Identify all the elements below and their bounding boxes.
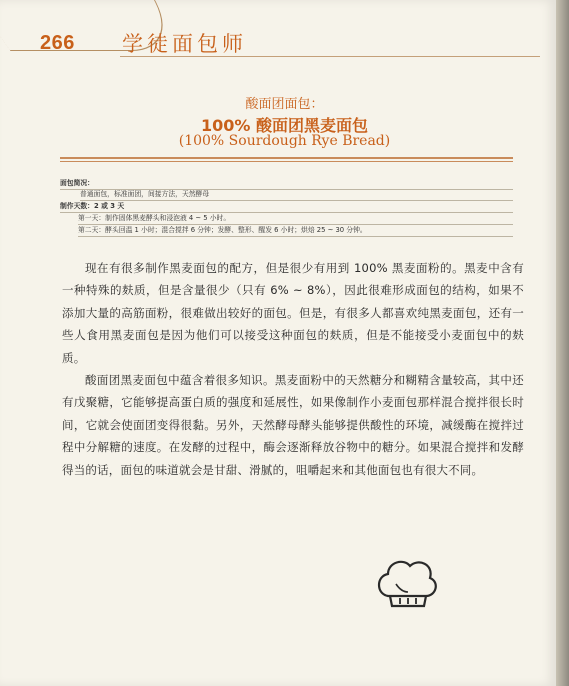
info-divider <box>80 200 513 201</box>
chef-hat-icon <box>374 556 440 612</box>
recipe-title-chinese: 100% 酸面团黑麦面包 <box>200 116 368 135</box>
recipe-kicker: 酸面团面包： <box>245 97 324 112</box>
info-divider <box>78 236 513 237</box>
running-title: 学徒面包师 <box>122 32 247 56</box>
overview-heading: 面包简况： <box>60 179 94 187</box>
overview-text: 普通面包，标准面团，间接方法，天然酵母 <box>80 190 210 198</box>
day-two-schedule: 第二天：酵头回温 1 小时；混合搅拌 6 分钟；发酵、整形、醒发 6 小时；烘焙 25 ~ 30 分钟。 <box>78 226 367 234</box>
paragraph: 酸面团黑麦面包中蕴含着很多知识。黑麦面粉中的天然糖分和糊精含量较高，其中还有戊聚糖，它能够提高蛋白质的强度和延展性，如果像制作小麦面包那样混合搅拌很长时间，它就会使面团变得很黏。另外，天然酵母酵头能够提供酸性的环境，减缓酶在搅拌过程中分解糖的速度。在发酵的过程中，酶会逐渐释放谷物中的糖分。如果混合搅拌和发酵得当的话，面包的味道就会是甘甜、滑腻的，咀嚼起来和其他面包也有很大不同。 <box>62 373 524 477</box>
page-spine-shadow <box>556 0 569 686</box>
info-divider <box>60 212 513 213</box>
days-heading: 制作天数：2 或 3 天 <box>60 202 125 210</box>
paragraph: 现在有很多制作黑麦面包的配方，但是很少有用到 100% 黑麦面粉的。黑麦中含有一种特殊的麸质，但是含量很少（只有 6% ~ 8%），因此很难形成面包的结构，如果不添加大量的高筋面粉，很难做出较好的面包。但是，有很多人都喜欢纯黑麦面包，还有一些人食用黑麦面包是因为他们可以接受这种面包的麸质，但是不能接受小麦面包中的麸质。 <box>62 261 524 365</box>
title-rule <box>60 157 513 162</box>
body-text <box>62 257 524 481</box>
recipe-title-english: (100% Sourdough Rye Bread) <box>178 133 391 149</box>
info-divider <box>78 224 513 225</box>
day-one-schedule: 第一天：制作固体黑麦酵头和浸泡液 4 ~ 5 小时。 <box>78 214 231 222</box>
page-number: 266 <box>40 32 75 54</box>
